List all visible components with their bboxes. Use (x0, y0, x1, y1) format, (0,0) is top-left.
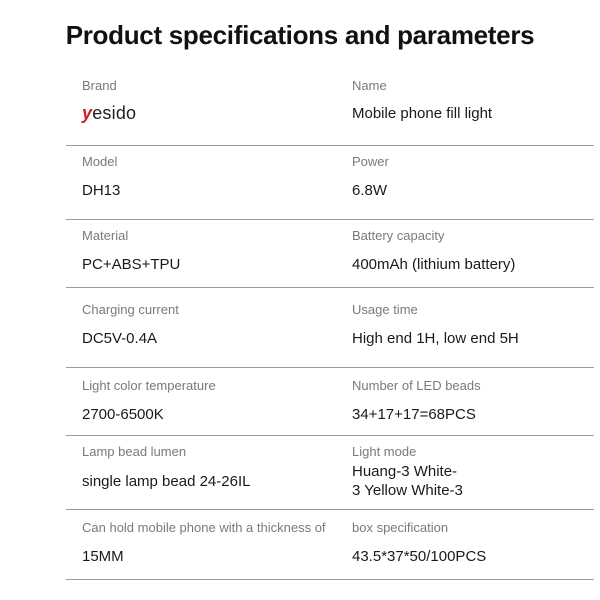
spec-label: Can hold mobile phone with a thickness of (82, 520, 326, 535)
spec-value: High end 1H, low end 5H (352, 330, 519, 347)
spec-label: Light color temperature (82, 378, 216, 393)
spec-row (66, 220, 594, 288)
spec-value: 6.8W (352, 182, 388, 199)
spec-value: 2700-6500K (82, 406, 164, 423)
spec-cell-name (352, 78, 592, 123)
spec-label: Number of LED beads (352, 378, 481, 393)
spec-cell-usage (352, 302, 592, 348)
spec-label: Lamp bead lumen (82, 444, 187, 459)
spec-cell-lumen (82, 444, 342, 491)
spec-label: Power (352, 154, 389, 169)
spec-cell-phone-thickness (82, 520, 342, 566)
spec-value: 34+17+17=68PCS (352, 406, 476, 423)
spec-row (66, 436, 594, 510)
spec-label: Usage time (352, 302, 418, 317)
spec-cell-charging (82, 302, 342, 348)
spec-value: 400mAh (lithium battery) (352, 256, 516, 273)
spec-label: Model (82, 154, 118, 169)
spec-row (66, 146, 594, 220)
spec-row (66, 510, 594, 580)
spec-cell-power (352, 154, 592, 200)
spec-cell-material (82, 228, 342, 274)
spec-cell-battery (352, 228, 592, 274)
spec-value: single lamp bead 24-26IL (82, 473, 251, 490)
spec-value: Mobile phone fill light (352, 105, 493, 122)
spec-cell-led-beads (352, 378, 592, 424)
spec-label: Light mode (352, 444, 417, 459)
spec-label: Charging current (82, 302, 179, 317)
spec-label: Brand (82, 78, 117, 93)
spec-label: box specification (352, 520, 449, 535)
spec-cell-box-spec (352, 520, 592, 566)
spec-label: Name (352, 78, 387, 93)
brand-logo-mark: y (82, 103, 93, 123)
spec-cell-brand (82, 78, 342, 124)
brand-logo-text: esido (92, 103, 137, 123)
spec-row (66, 70, 594, 146)
spec-value: 43.5*37*50/100PCS (352, 548, 487, 565)
spec-table (66, 70, 594, 580)
spec-row (66, 288, 594, 368)
spec-cell-color-temp (82, 378, 342, 424)
spec-label: Battery capacity (352, 228, 445, 243)
spec-label: Material (82, 228, 129, 243)
spec-value: Huang-3 White- 3 Yellow White-3 (352, 463, 463, 499)
spec-row (66, 368, 594, 436)
spec-value: PC+ABS+TPU (82, 256, 181, 273)
spec-value: 15MM (82, 548, 124, 565)
spec-value: DH13 (82, 182, 121, 199)
spec-value: DC5V-0.4A (82, 330, 158, 347)
spec-cell-model (82, 154, 342, 200)
page-title: Product specifications and parameters (65, 20, 535, 50)
spec-cell-light-mode (352, 444, 592, 500)
brand-logo (82, 102, 342, 124)
